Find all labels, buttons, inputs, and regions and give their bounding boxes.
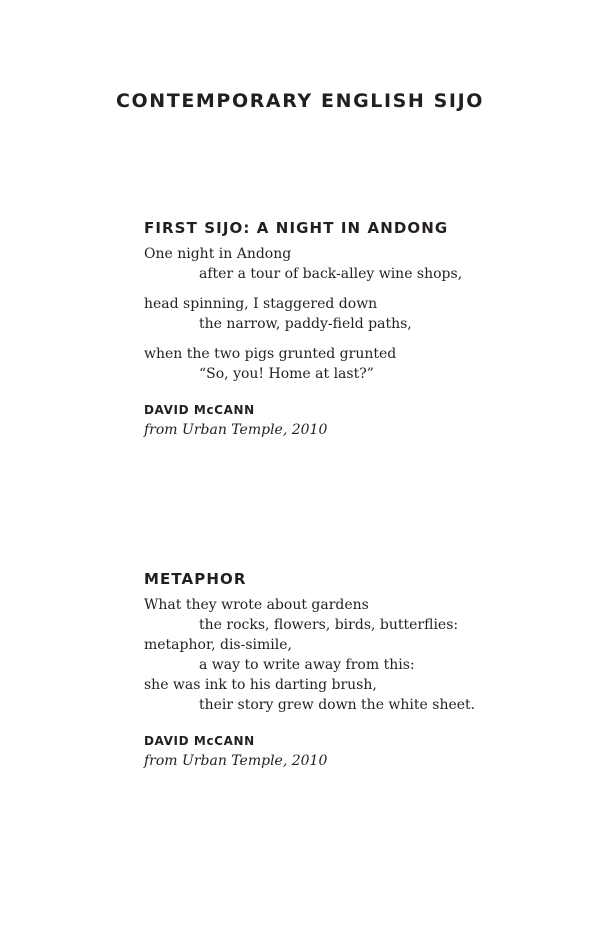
poem-line: when the two pigs grunted grunted (144, 346, 397, 362)
source-citation: from Urban Temple, 2010 (144, 422, 328, 438)
author-name: DAVID McCANN (144, 403, 255, 417)
poem-line: after a tour of back-alley wine shops, (199, 266, 463, 282)
poem-line: head spinning, I staggered down (144, 296, 378, 312)
poem-line: One night in Andong (144, 246, 292, 262)
poem-line: she was ink to his darting brush, (144, 677, 377, 693)
poem-line: a way to write away from this: (199, 657, 415, 673)
source-citation: from Urban Temple, 2010 (144, 753, 328, 769)
poem-line: the rocks, flowers, birds, butterflies: (199, 617, 459, 633)
poem-metaphor (144, 569, 564, 770)
poem-title: FIRST SIJO: A NIGHT IN ANDONG (144, 219, 449, 237)
stanza (144, 244, 564, 284)
author-name: DAVID McCANN (144, 734, 255, 748)
stanza (144, 344, 564, 384)
stanza (144, 294, 564, 334)
poem-first-sijo (144, 218, 564, 439)
poem-title: METAPHOR (144, 570, 247, 588)
poem-line: the narrow, paddy-field paths, (199, 316, 412, 332)
stanza (144, 595, 564, 715)
poem-line: What they wrote about gardens (144, 597, 369, 613)
poem-line: “So, you! Home at last?” (199, 366, 374, 382)
poem-line: metaphor, dis-simile, (144, 637, 292, 653)
poem-line: their story grew down the white sheet. (199, 697, 476, 713)
page-title: CONTEMPORARY ENGLISH SIJO (115, 90, 485, 112)
